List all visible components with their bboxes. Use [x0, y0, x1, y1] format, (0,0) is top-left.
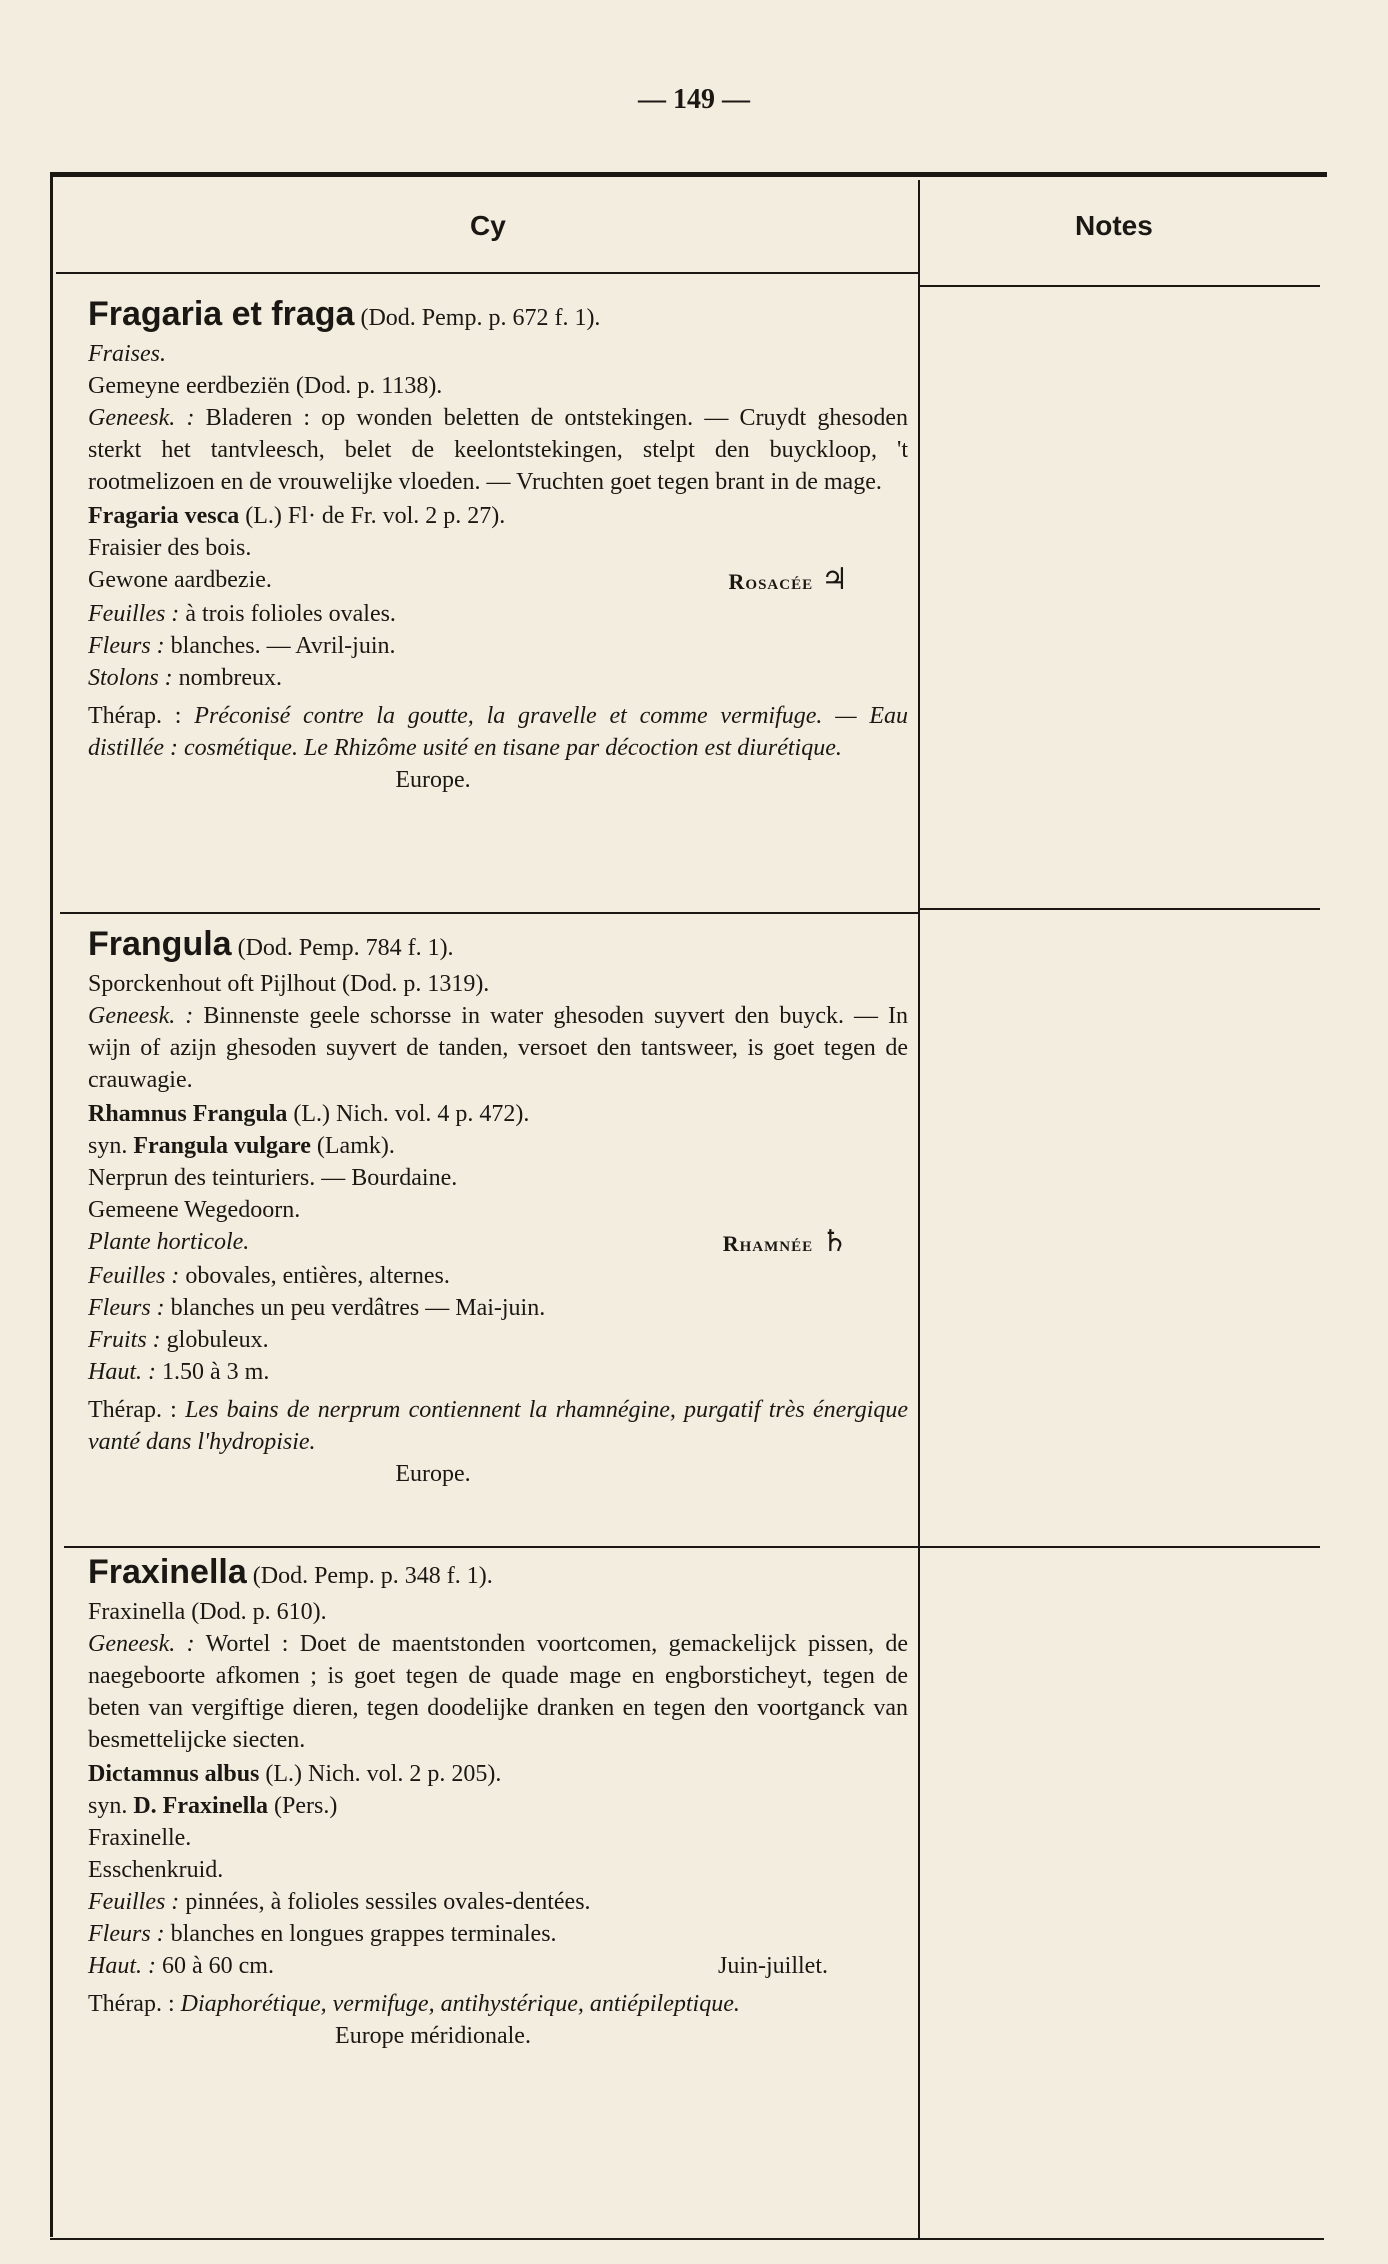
reference: (Dod. Pemp. 784 f. 1). [237, 935, 454, 961]
flemish-reference: Gemeyne eerdbeziën (Dod. p. 1138). [88, 373, 443, 399]
scientific-reference: (L.) Fl· de Fr. vol. 2 p. 27). [245, 503, 506, 529]
common-name-nl: Esschenkruid. [88, 1857, 224, 1883]
fruits-label: Fruits : [88, 1327, 161, 1353]
headword: Fragaria et fraga [88, 295, 355, 333]
scientific-name: Dictamnus albus [88, 1761, 260, 1787]
haut-value: 60 à 60 cm. [162, 1953, 274, 1979]
common-name-nl: Gewone aardbezie. [88, 567, 272, 593]
fleurs-value: blanches en longues grappes terminales. [170, 1921, 557, 1947]
syn-label: syn. [88, 1793, 128, 1819]
fleurs-label: Fleurs : [88, 1921, 165, 1947]
geneesk-paragraph: Geneesk. : Wortel : Doet de maentstonden voortcomen, gemackelijck pissen, de naegeboorte afkomen ; is goet tegen de quade mage en engborsticheyt, tegen de beten van vergiftige dieren, tegen doodelijke dranken en tegen den voortganck van besmettelijcke siecten. [88, 1631, 908, 1753]
fleurs-value: blanches un peu verdâtres — Mai-juin. [170, 1295, 546, 1321]
stolons-label: Stolons : [88, 665, 173, 691]
therap-paragraph: Thérap. : Préconisé contre la goutte, la gravelle et comme vermifuge. — Eau distillée : cosmétique. Le Rhizôme usité en tisane par décoction est diurétique. [88, 703, 909, 761]
fleurs-label: Fleurs : [88, 633, 165, 659]
entry-fraxinella [88, 1553, 908, 2052]
geneesk-paragraph: Geneesk. : Bladeren : op wonden beletten de ontstekingen. — Cruydt ghesoden sterkt het tantvleesch, belet de keelontstekingen, stelpt den buyckloop, 't rootmelizoen en de vrouwelijke vloeden. — Vruchten goet tegen brant in de mage. [88, 405, 908, 495]
entry-frangula [88, 925, 909, 1490]
synonym: Frangula vulgare [133, 1133, 311, 1159]
frame-bottom-rule [50, 2238, 1324, 2240]
syn-label: syn. [88, 1133, 128, 1159]
left-column-header: Cy [470, 210, 506, 241]
common-name-fr: Nerprun des teinturiers. — Bourdaine. [88, 1165, 458, 1191]
synonym-reference: (Lamk). [316, 1133, 395, 1159]
scientific-reference: (L.) Nich. vol. 2 p. 205). [265, 1761, 502, 1787]
feuilles-value: obovales, entières, alternes. [185, 1263, 450, 1289]
headword: Fraxinella [88, 1553, 247, 1591]
entry-rule [60, 912, 918, 914]
region: Europe méridionale. [335, 2023, 531, 2049]
shrub-symbol-icon: ♄ [821, 1225, 848, 1258]
fruits-value: globuleux. [166, 1327, 269, 1353]
reference: (Dod. Pemp. p. 672 f. 1). [360, 305, 601, 331]
header-rule [56, 272, 918, 274]
flemish-reference: Fraxinella (Dod. p. 610). [88, 1599, 327, 1625]
synonym: D. Fraxinella [133, 1793, 268, 1819]
plante-note: Plante horticole. [88, 1229, 250, 1255]
family-label: Rhamnée ♄ [722, 1225, 848, 1258]
family-label: Rosacée ♃ [728, 563, 848, 596]
feuilles-value: à trois folioles ovales. [185, 601, 396, 627]
feuilles-label: Feuilles : [88, 1263, 180, 1289]
perennial-symbol-icon: ♃ [821, 563, 848, 596]
scientific-reference: (L.) Nich. vol. 4 p. 472). [293, 1101, 530, 1127]
geneesk-paragraph: Geneesk. : Binnenste geele schorsse in water ghesoden suyvert den buyck. — In wijn of azijn ghesoden suyvert de tanden, versoet den tantsweer, is goet tegen de crauwagie. [88, 1003, 908, 1093]
scientific-name: Fragaria vesca [88, 503, 240, 529]
page-number: — 149 — [638, 84, 750, 115]
feuilles-label: Feuilles : [88, 1889, 180, 1915]
fleurs-label: Fleurs : [88, 1295, 165, 1321]
entry-fragaria [88, 295, 909, 796]
common-name-fr: Fraisier des bois. [88, 535, 252, 561]
therap-paragraph: Thérap. : Diaphorétique, vermifuge, antihystérique, antiépileptique. [88, 1991, 740, 2017]
headword: Frangula [88, 925, 232, 963]
fleurs-value: blanches. — Avril-juin. [170, 633, 396, 659]
scientific-name: Rhamnus Frangula [88, 1101, 288, 1127]
reference: (Dod. Pemp. p. 348 f. 1). [252, 1563, 493, 1589]
entry-rule-right [920, 908, 1320, 910]
region: Europe. [395, 767, 471, 793]
feuilles-value: pinnées, à folioles sessiles ovales-dentées. [185, 1889, 591, 1915]
right-column-header: Notes [1075, 210, 1153, 241]
haut-label: Haut. : [88, 1953, 156, 1979]
region: Europe. [395, 1461, 471, 1487]
common-name-nl: Gemeene Wegedoorn. [88, 1197, 301, 1223]
haut-value: 1.50 à 3 m. [162, 1359, 270, 1385]
therap-paragraph: Thérap. : Les bains de nerprum contiennent la rhamnégine, purgatif très énergique vanté dans l'hydropisie. [88, 1397, 909, 1455]
common-name-fr: Fraxinelle. [88, 1825, 192, 1851]
season: Juin-juillet. [718, 1953, 828, 1979]
column-divider [918, 180, 920, 2238]
french-name: Fraises. [88, 341, 166, 367]
stolons-value: nombreux. [178, 665, 282, 691]
flemish-reference: Sporckenhout oft Pijlhout (Dod. p. 1319). [88, 971, 490, 997]
haut-label: Haut. : [88, 1359, 156, 1385]
feuilles-label: Feuilles : [88, 601, 180, 627]
synonym-reference: (Pers.) [274, 1793, 338, 1819]
entry-rule [64, 1546, 1320, 1548]
header-rule-right [920, 285, 1320, 287]
